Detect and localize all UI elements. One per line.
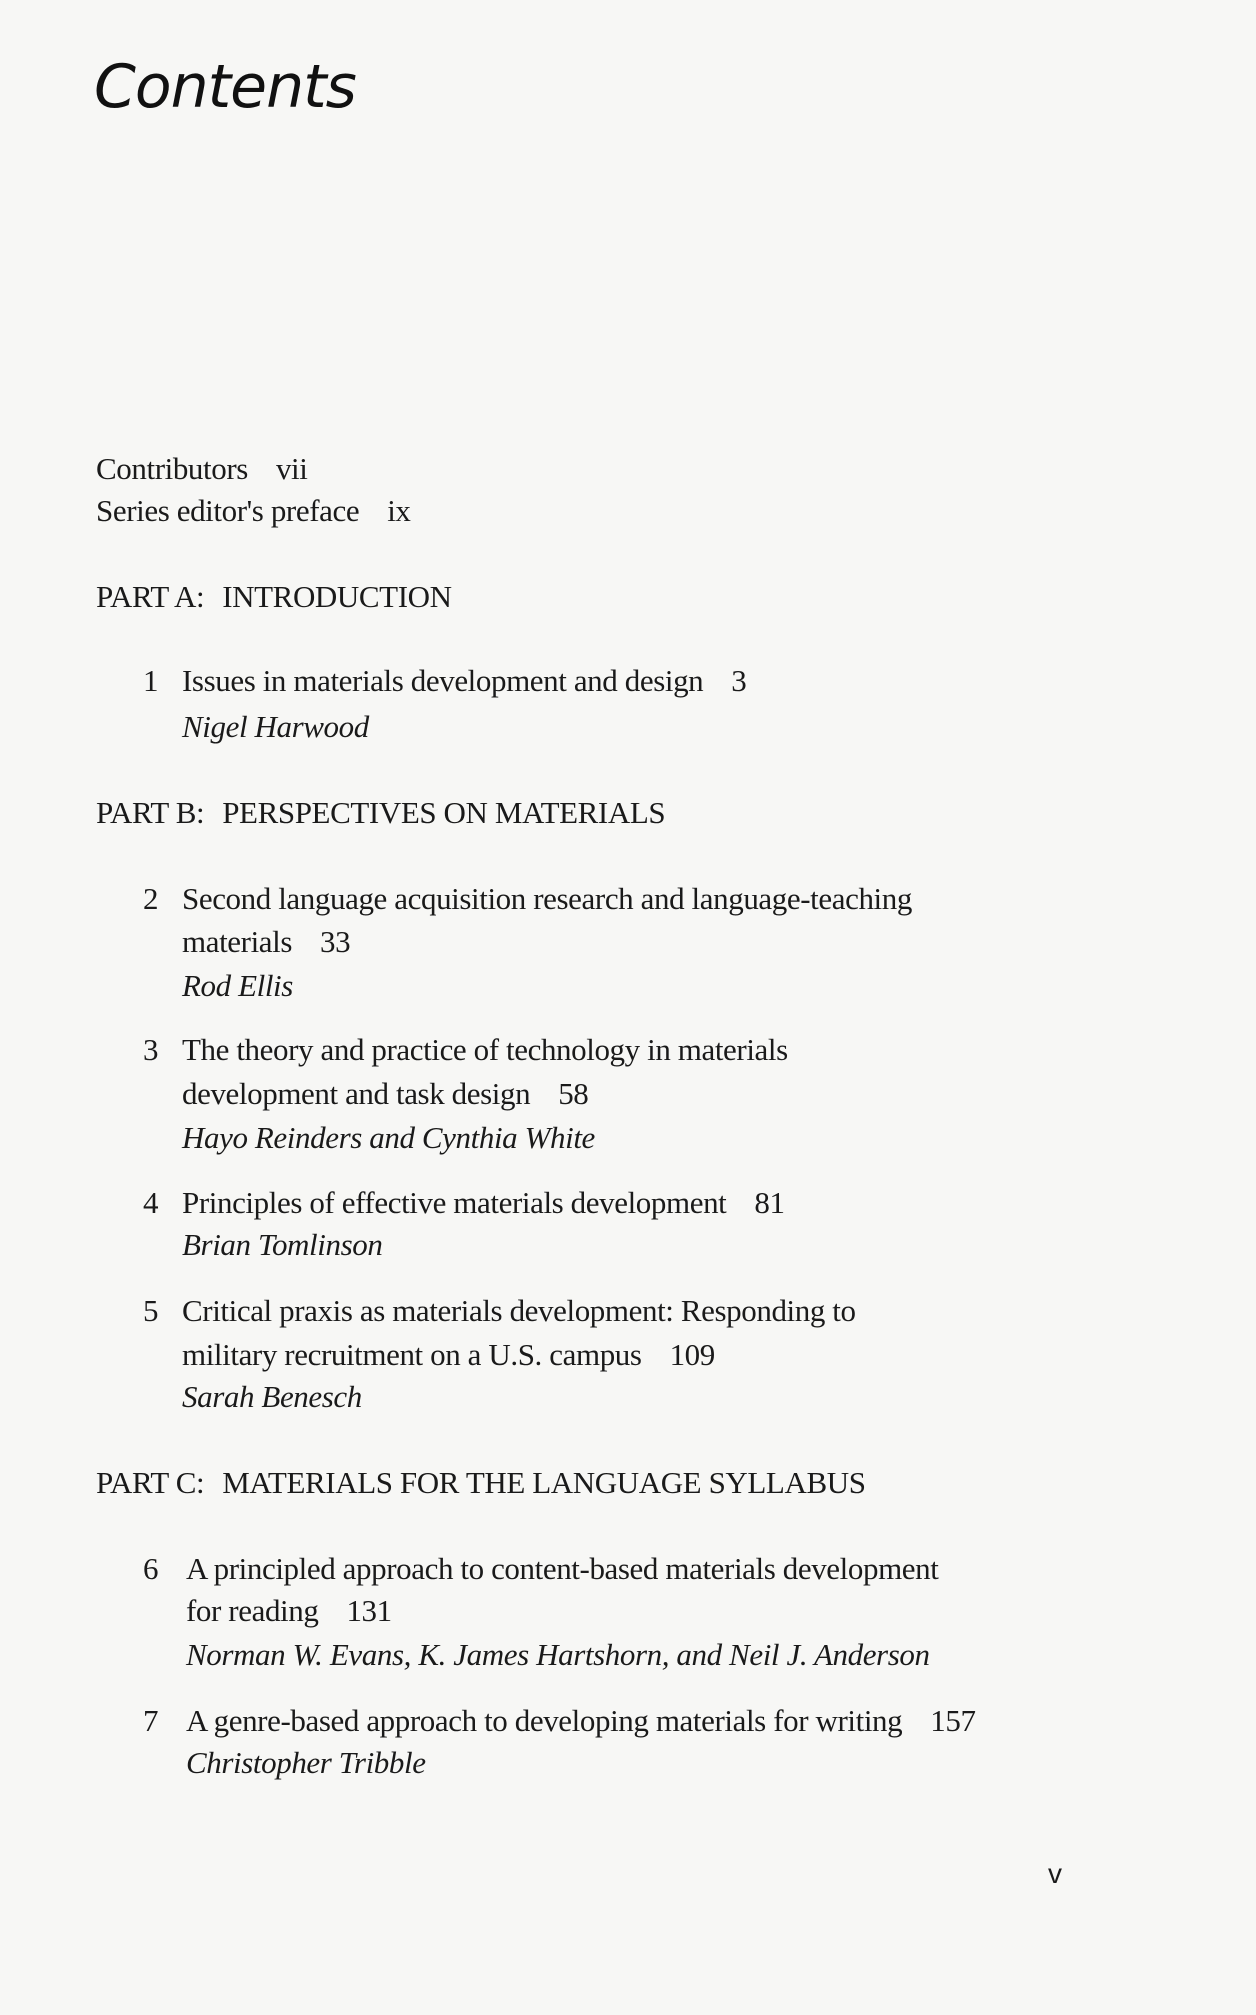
part-title: MATERIALS FOR THE LANGUAGE SYLLABUS [222, 1465, 866, 1500]
chapter-author: Christopher Tribble [186, 1745, 426, 1780]
title-line: military recruitment on a U.S. campus [182, 1337, 642, 1372]
chapter-title [182, 661, 746, 701]
part-title: PERSPECTIVES ON MATERIALS [222, 795, 666, 830]
chapter-number: 7 [143, 1703, 159, 1738]
chapter-title [186, 1701, 976, 1741]
page-number: 157 [930, 1703, 976, 1738]
page-number: 109 [669, 1337, 715, 1372]
chapter-number: 1 [143, 663, 159, 698]
chapter-author: Brian Tomlinson [182, 1227, 383, 1262]
title-line: for reading [186, 1593, 319, 1628]
chapter-number: 2 [143, 881, 159, 916]
chapter-author: Norman W. Evans, K. James Hartshorn, and Neil J. Anderson [186, 1637, 930, 1672]
part-b-heading [96, 793, 665, 833]
toc-contributors [96, 449, 307, 489]
part-label: PART B: [96, 795, 205, 830]
part-label: PART A: [96, 579, 205, 614]
toc-series-preface [96, 491, 411, 531]
chapter-title-line [182, 1074, 588, 1114]
part-a-heading [96, 577, 452, 617]
chapter-title-line [182, 922, 350, 962]
entry-label: Contributors [96, 451, 248, 486]
part-c-heading [96, 1463, 866, 1503]
part-title: INTRODUCTION [222, 579, 452, 614]
title-line: A genre-based approach to developing materials for writing [186, 1703, 903, 1738]
entry-label: Series editor's preface [96, 493, 360, 528]
page-number: vii [275, 451, 308, 486]
chapter-title-line: A principled approach to content-based materials development [186, 1551, 939, 1586]
chapter-title [182, 1183, 785, 1223]
part-label: PART C: [96, 1465, 205, 1500]
folio-page-number: v [1048, 1858, 1062, 1889]
chapter-title-line: Critical praxis as materials development: Responding to [182, 1293, 856, 1328]
page-number: 81 [754, 1185, 785, 1220]
page-number: ix [387, 493, 411, 528]
chapter-author: Sarah Benesch [182, 1379, 362, 1414]
page-number: 58 [558, 1076, 589, 1111]
chapter-number: 4 [143, 1185, 159, 1220]
chapter-number: 3 [143, 1032, 159, 1067]
title-line: development and task design [182, 1076, 531, 1111]
chapter-author: Hayo Reinders and Cynthia White [182, 1120, 595, 1155]
title-line: Principles of effective materials development [182, 1185, 727, 1220]
page-number: 3 [731, 663, 747, 698]
chapter-title-line [182, 1335, 715, 1375]
chapter-author: Rod Ellis [182, 968, 293, 1003]
chapter-number: 5 [143, 1293, 159, 1328]
chapter-title-line [186, 1591, 392, 1631]
chapter-author: Nigel Harwood [182, 709, 369, 744]
chapter-title-line: Second language acquisition research and language-teaching [182, 881, 912, 916]
page-number: 33 [320, 924, 351, 959]
title-line: materials [182, 924, 293, 959]
title-line: Issues in materials development and design [182, 663, 704, 698]
page-title: Contents [94, 52, 356, 122]
chapter-title-line: The theory and practice of technology in materials [182, 1032, 788, 1067]
page-number: 131 [346, 1593, 392, 1628]
chapter-number: 6 [143, 1551, 159, 1586]
